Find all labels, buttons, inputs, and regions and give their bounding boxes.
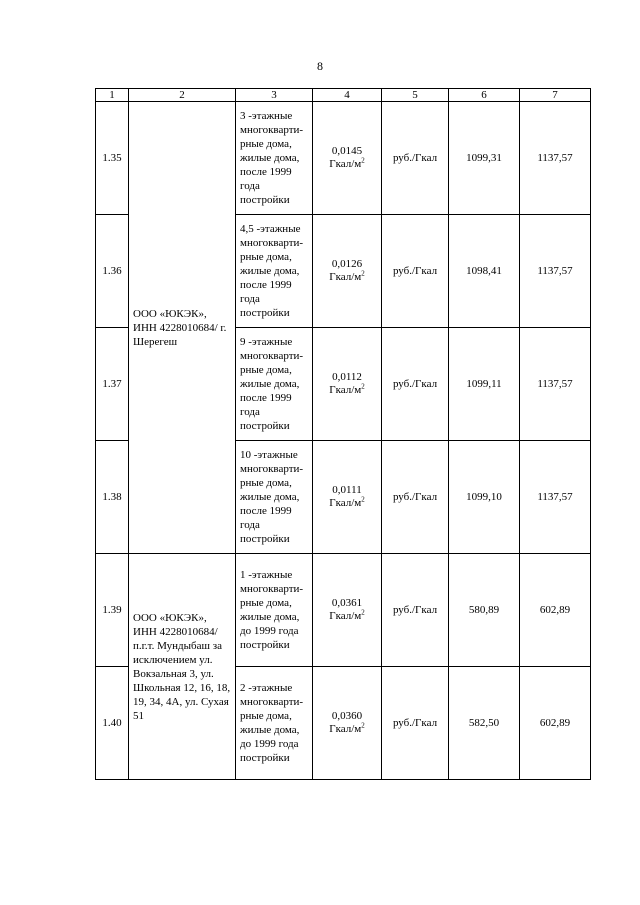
norm-unit: Гкал/м (329, 497, 362, 509)
norm-value: 0,0145 (331, 145, 363, 157)
building-type: 3 -этажные многоквартирные дома, жилые дома, после 1999 года постройки (236, 102, 313, 215)
tariff-value-col6: 1099,31 (449, 102, 520, 215)
norm-unit: Гкал/м (329, 723, 362, 735)
tariff-unit: руб./Гкал (382, 441, 449, 554)
norm-value: 0,0111 (332, 484, 362, 496)
unit-superscript: 2 (361, 269, 365, 278)
column-number: 5 (382, 89, 449, 102)
page-number: 8 (317, 59, 323, 73)
organization-cell: ООО «ЮКЭК», ИНН 4228010684/ г. Шерегеш (129, 102, 236, 554)
norm-value: 0,0126 (331, 258, 363, 270)
unit-superscript: 2 (361, 495, 365, 504)
norm-value: 0,0360 (331, 710, 363, 722)
unit-superscript: 2 (361, 156, 365, 165)
row-number: 1.39 (96, 554, 129, 667)
tariff-value-col7: 1137,57 (520, 441, 591, 554)
unit-superscript: 2 (361, 608, 365, 617)
tariff-value-col6: 1099,11 (449, 328, 520, 441)
table-row (96, 554, 591, 667)
tariff-value-col6: 580,89 (449, 554, 520, 667)
column-number: 7 (520, 89, 591, 102)
tariff-value-col7: 602,89 (520, 667, 591, 780)
column-number: 3 (236, 89, 313, 102)
tariff-value-col7: 1137,57 (520, 102, 591, 215)
norm-value: 0,0112 (332, 371, 362, 383)
row-number: 1.40 (96, 667, 129, 780)
tariff-value-col7: 602,89 (520, 554, 591, 667)
row-number: 1.36 (96, 215, 129, 328)
norm-cell (313, 667, 382, 780)
tariff-value-col6: 1099,10 (449, 441, 520, 554)
unit-superscript: 2 (361, 382, 365, 391)
building-type: 9 -этажные многоквартирные дома, жилые дома, после 1999 года постройки (236, 328, 313, 441)
tariff-value-col7: 1137,57 (520, 215, 591, 328)
row-number: 1.35 (96, 102, 129, 215)
norm-cell (313, 328, 382, 441)
norm-cell (313, 441, 382, 554)
organization-cell: ООО «ЮКЭК», ИНН 4228010684/ п.г.т. Мундыбаш за исключением ул. Вокзальная 3, ул. Школьная 12, 16, 18, 19, 34, 4А, ул. Сухая 51 (129, 554, 236, 780)
row-number: 1.38 (96, 441, 129, 554)
table-row (96, 102, 591, 215)
norm-unit: Гкал/м (329, 610, 362, 622)
tariff-unit: руб./Гкал (382, 667, 449, 780)
column-number: 1 (96, 89, 129, 102)
building-type: 2 -этажные многоквартирные дома, жилые дома, до 1999 года постройки (236, 667, 313, 780)
norm-cell (313, 554, 382, 667)
tariff-unit: руб./Гкал (382, 215, 449, 328)
tariff-value-col6: 1098,41 (449, 215, 520, 328)
norm-cell (313, 102, 382, 215)
norm-unit: Гкал/м (329, 271, 362, 283)
tariff-unit: руб./Гкал (382, 102, 449, 215)
building-type: 10 -этажные многоквартирные дома, жилые дома, после 1999 года постройки (236, 441, 313, 554)
norm-value: 0,0361 (331, 597, 363, 609)
column-number: 2 (129, 89, 236, 102)
tariff-table (95, 88, 591, 780)
norm-cell (313, 215, 382, 328)
column-number: 4 (313, 89, 382, 102)
norm-unit: Гкал/м (329, 384, 362, 396)
column-numbers-row (96, 89, 591, 102)
norm-unit: Гкал/м (329, 158, 362, 170)
tariff-value-col6: 582,50 (449, 667, 520, 780)
tariff-unit: руб./Гкал (382, 328, 449, 441)
building-type: 1 -этажные многоквартирные дома, жилые дома, до 1999 года постройки (236, 554, 313, 667)
tariff-value-col7: 1137,57 (520, 328, 591, 441)
unit-superscript: 2 (361, 721, 365, 730)
building-type: 4,5 -этажные многоквартирные дома, жилые дома, после 1999 года постройки (236, 215, 313, 328)
tariff-unit: руб./Гкал (382, 554, 449, 667)
row-number: 1.37 (96, 328, 129, 441)
column-number: 6 (449, 89, 520, 102)
